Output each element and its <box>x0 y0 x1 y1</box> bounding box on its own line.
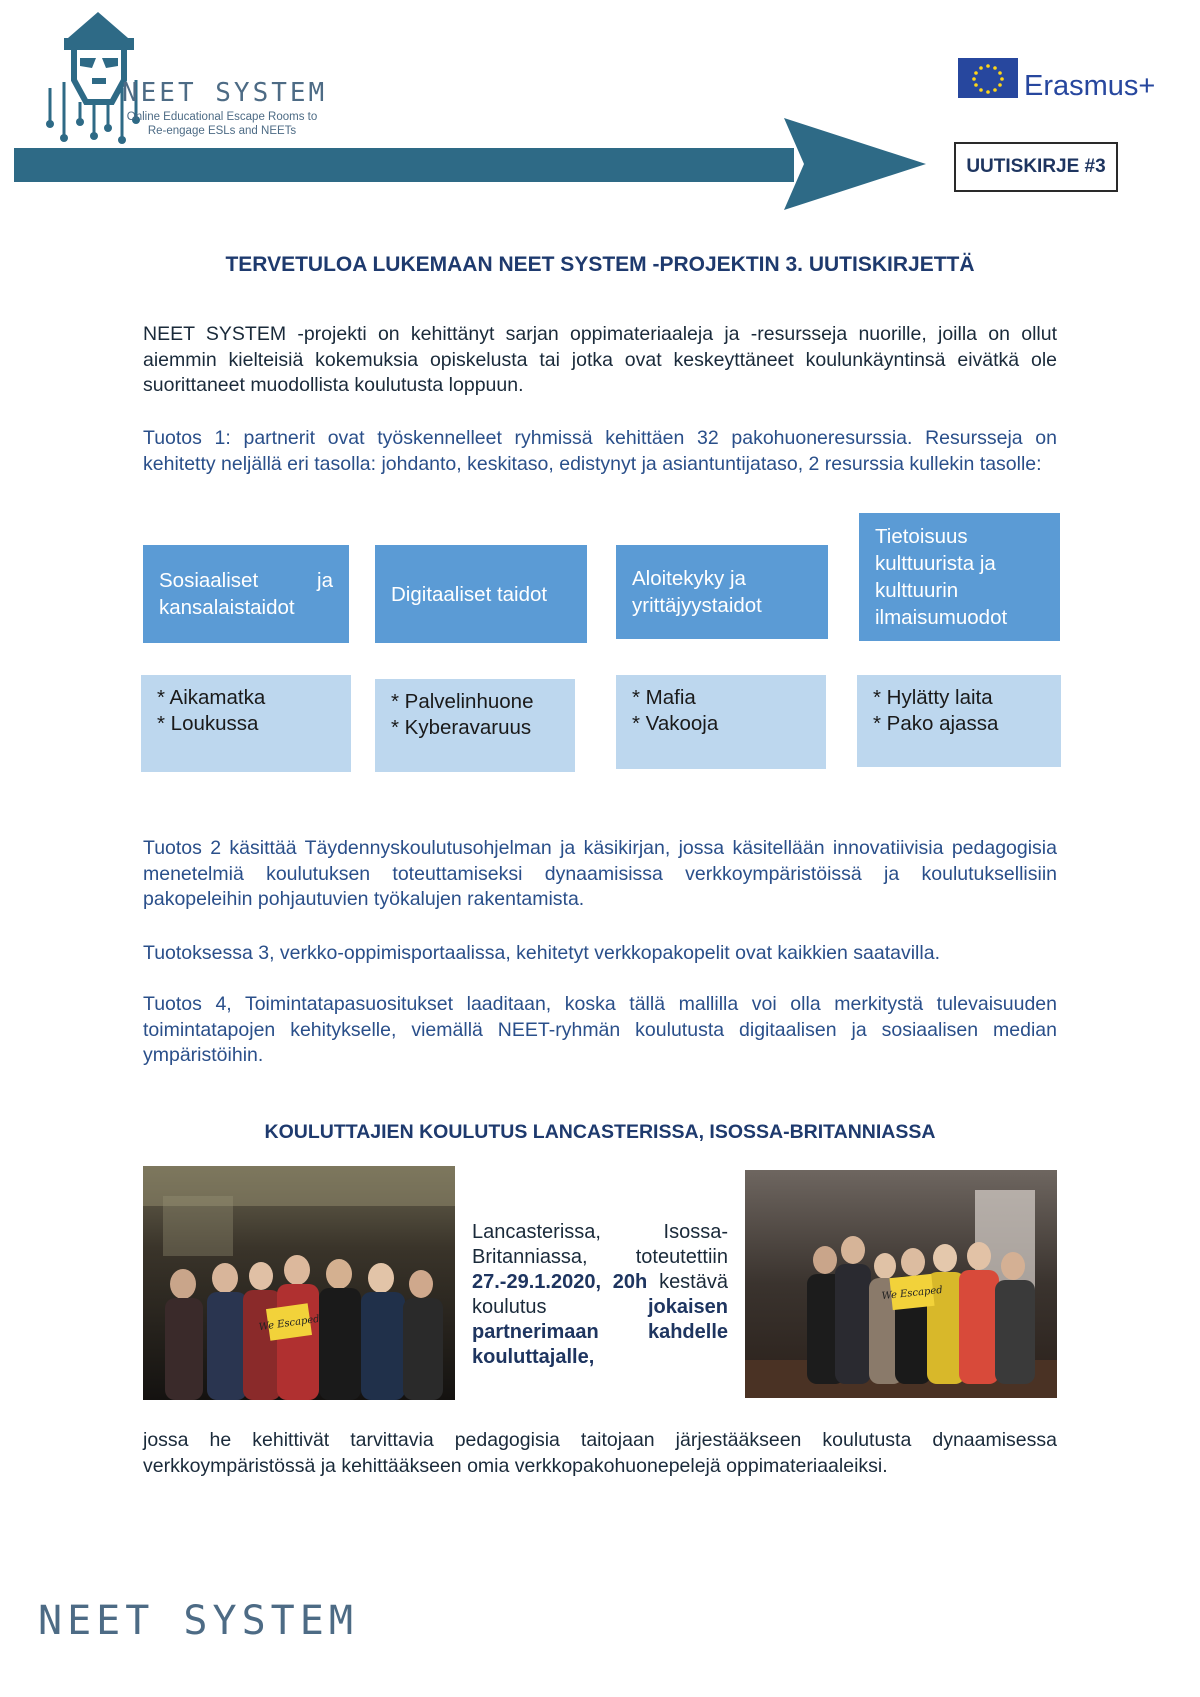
newsletter-number-badge: UUTISKIRJE #3 <box>954 142 1118 192</box>
output-1-paragraph: Tuotos 1: partnerit ovat työskennelleet ryhmissä kehittäen 32 pakohuoneresurssia. Resursseja on kehitetty neljällä eri tasolla: johdanto, keskitaso, edistynyt ja asiantuntijataso, 2 resurssia kullekin tasolle: <box>143 427 1057 475</box>
skill-box-culture <box>859 513 1060 641</box>
section-title-training: KOULUTTAJIEN KOULUTUS LANCASTERISSA, ISOSSA-BRITANNIASSA <box>264 1121 936 1143</box>
skill-box-digital <box>375 545 587 643</box>
game-item: * Palvelinhuone <box>391 690 534 713</box>
skill-box-social <box>143 545 349 643</box>
output-3-paragraph: Tuotoksessa 3, verkko-oppimisportaalissa, kehitetyt verkkopakopelit ovat kaikkien saatavilla. <box>143 942 940 964</box>
game-item: * Mafia <box>632 686 696 709</box>
game-item: * Hylätty laita <box>873 686 993 709</box>
games-box-entrepreneurship <box>616 675 826 769</box>
training-text-b: kestävä koulutus <box>472 1271 728 1318</box>
header-arrow-icon <box>14 118 926 210</box>
training-text-a: Lancasterissa, Isossa-Britanniassa, toteutettiin <box>472 1221 728 1268</box>
logo-tagline-line-2: Re-engage ESLs and NEETs <box>147 125 297 137</box>
skill-label: Sosiaaliset ja kansalaistaidot <box>159 569 333 619</box>
game-item: * Pako ajassa <box>873 712 999 735</box>
logo-name: NEET SYSTEM <box>122 78 328 108</box>
output-2-paragraph: Tuotos 2 käsittää Täydennyskoulutusohjelman ja käsikirjan, jossa käsitellään innovatiivisia pedagogisia menetelmiä koulutuksen toteuttamiseksi dynaamisissa verkkoympäristöissä ja koulutuksellisiin pakopeleihin pohjautuvien työkalujen rakentamista. <box>143 837 1057 910</box>
games-box-culture <box>857 675 1061 767</box>
skill-label: Digitaaliset taidot <box>391 582 548 606</box>
skill-label: Aloitekyky ja yrittäjyystaidot <box>632 567 762 617</box>
training-description <box>472 1220 728 1370</box>
erasmus-label: Erasmus+ <box>1024 70 1156 102</box>
output-4-paragraph: Tuotos 4, Toimintatapasuositukset laaditaan, koska tällä mallilla voi olla merkitystä tulevaisuuden toimintatapojen kehitykselle, viemällä NEET-ryhmän koulutusta digitaalisen ja sosiaalisen median ympäristöihin. <box>143 993 1057 1066</box>
group-photo-left <box>143 1166 455 1400</box>
games-box-digital <box>375 679 575 772</box>
game-item: * Loukussa <box>157 712 259 735</box>
group-photo-right <box>745 1170 1057 1398</box>
logo-tagline-line-1: Online Educational Escape Rooms to <box>126 111 318 123</box>
training-dates: 27.-29.1.2020, <box>472 1271 601 1293</box>
games-box-social <box>141 675 351 772</box>
sign-text-left: We Escaped <box>258 1313 321 1334</box>
footer-logo: NEET SYSTEM <box>38 1598 358 1644</box>
training-continuation-paragraph: jossa he kehittivät tarvittavia pedagogisia taitojaan järjestääkseen koulutusta dynaamisessa verkkoympäristössä ja kehittääkseen omia verkkopakohuonepelejä oppimateriaaleiksi. <box>143 1429 1057 1477</box>
game-item: * Aikamatka <box>157 686 266 709</box>
sign-text-right: We Escaped <box>881 1284 944 1303</box>
skill-box-entrepreneurship <box>616 545 828 639</box>
game-item: * Kyberavaruus <box>391 716 532 739</box>
game-item: * Vakooja <box>632 712 719 735</box>
intro-paragraph: NEET SYSTEM -projekti on kehittänyt sarjan oppimateriaaleja ja -resursseja nuorille, joilla on ollut aiemmin kielteisiä kokemuksia opiskelusta tai jotka ovat keskeyttäneet koulunkäyntinsä eivätkä ole suorittaneet muodollista koulutusta loppuun. <box>143 323 1057 396</box>
training-text-bold: jokaisen partnerimaan kahdelle kouluttajalle, <box>472 1296 728 1368</box>
training-hours: 20h <box>612 1271 648 1293</box>
skill-label: Tietoisuus kulttuurista ja kulttuurin ilmaisumuodot <box>875 525 1008 629</box>
page-title: TERVETULOA LUKEMAAN NEET SYSTEM -PROJEKTIN 3. UUTISKIRJETTÄ <box>225 253 975 276</box>
